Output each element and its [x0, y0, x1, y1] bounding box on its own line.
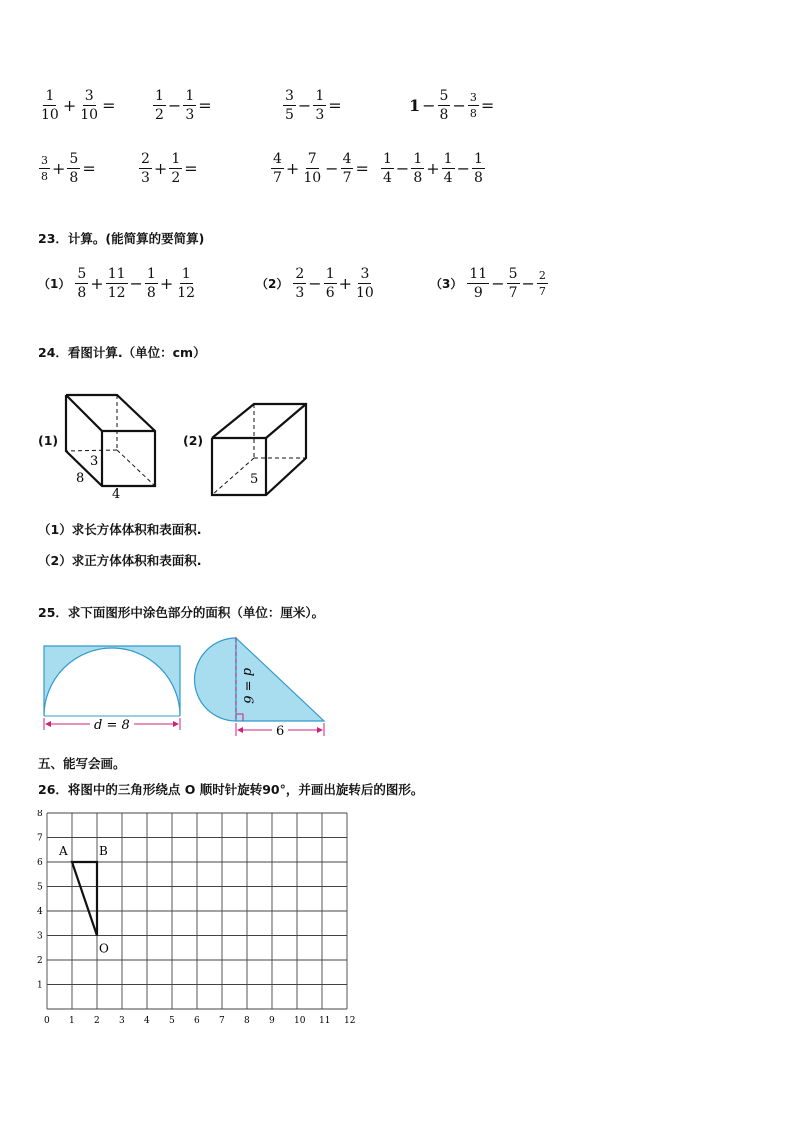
y-tick-label: 1: [37, 980, 43, 991]
numerator: 1: [155, 88, 164, 104]
q23-title: 23．计算。(能简算的要简算): [38, 231, 205, 246]
item-number: （1）: [38, 277, 71, 291]
x-tick-label: 8: [244, 1016, 250, 1026]
fraction: [145, 266, 158, 301]
fraction: [183, 88, 196, 123]
point-O-label: O: [99, 941, 109, 956]
denominator: 3: [141, 170, 150, 186]
operator: −: [456, 159, 470, 178]
d8-label: d = 8: [94, 718, 130, 733]
base6-label: 6: [276, 724, 285, 739]
operator: +: [426, 159, 440, 178]
fraction: [468, 91, 479, 120]
y-tick-label: 6: [37, 858, 43, 868]
numerator: 5: [508, 266, 518, 282]
section5-title: 五、能写会画。: [38, 756, 126, 771]
y-tick-label: 3: [37, 931, 43, 942]
x-tick-label: 9: [269, 1016, 275, 1026]
fraction: [472, 151, 485, 186]
operator: =: [480, 96, 495, 115]
denominator: 3: [315, 107, 325, 123]
operator: −: [491, 274, 505, 293]
numerator: 5: [439, 88, 449, 104]
numerator: 7: [307, 151, 317, 167]
fraction: [301, 151, 323, 186]
fraction: [341, 151, 354, 186]
denominator: 4: [443, 170, 453, 186]
q24-fig1-label: (1): [38, 433, 59, 448]
row2-expr-1: [38, 151, 97, 186]
triangle-ABO: [72, 862, 97, 936]
y-tick-label: 7: [37, 833, 43, 844]
denominator: 8: [146, 285, 156, 301]
numerator: 3: [360, 266, 370, 282]
x-tick-label: 0: [44, 1016, 50, 1026]
operator: =: [102, 96, 116, 115]
fraction: [324, 266, 337, 301]
numerator: 5: [77, 266, 87, 282]
row1-expr-4: [408, 88, 495, 123]
denominator: 9: [473, 285, 483, 301]
denominator: 2: [155, 107, 164, 123]
fraction: [169, 151, 182, 186]
numerator: 11: [469, 266, 488, 282]
operator: +: [285, 159, 300, 178]
denominator: 6: [325, 285, 335, 301]
operator: +: [159, 274, 174, 293]
denominator: 3: [295, 285, 305, 301]
denominator: 3: [185, 107, 195, 123]
fraction: [75, 266, 88, 301]
numerator: 4: [342, 151, 352, 167]
q23-item-1: [38, 266, 198, 301]
fraction: [67, 151, 80, 186]
numerator: 1: [413, 151, 423, 167]
numerator: 3: [41, 154, 48, 167]
dim-height-label: 3: [90, 454, 99, 469]
denominator: 8: [473, 170, 483, 186]
operator: −: [167, 96, 182, 115]
fraction: [78, 88, 100, 123]
fraction: [507, 266, 520, 301]
operator: −: [325, 159, 339, 178]
numerator: 1: [185, 88, 195, 104]
denominator: 8: [439, 107, 449, 123]
denominator: 7: [342, 170, 352, 186]
point-B-label: B: [99, 844, 108, 858]
operator: −: [308, 274, 322, 293]
integer: 1: [409, 96, 421, 115]
dim-cube-label: 5: [250, 472, 259, 487]
x-tick-label: 3: [119, 1016, 125, 1026]
row1-expr-1: [38, 88, 116, 123]
operator: =: [328, 96, 342, 115]
y-tick-label: 4: [37, 907, 43, 917]
x-tick-label: 11: [319, 1016, 331, 1026]
operator: =: [184, 159, 198, 178]
q25-triangle-semicircle-figure: [190, 632, 330, 740]
operator: +: [338, 274, 353, 293]
fraction: [39, 154, 50, 183]
denominator: 10: [303, 170, 322, 186]
q24-sub1: （1）求长方体体积和表面积.: [38, 522, 202, 537]
operator: +: [153, 159, 168, 178]
denominator: 5: [285, 107, 294, 123]
dim-width-label: 4: [112, 487, 121, 500]
operator: +: [52, 159, 66, 178]
numerator: 1: [383, 151, 392, 167]
point-A-label: A: [59, 844, 68, 858]
fraction: [139, 151, 152, 186]
q24-fig2-label: (2): [183, 433, 204, 448]
fraction: [153, 88, 166, 123]
numerator: 1: [443, 151, 453, 167]
fraction: [39, 88, 61, 123]
numerator: 1: [171, 151, 181, 167]
fraction: [313, 88, 326, 123]
row2-expr-2: [138, 151, 199, 186]
x-tick-label: 7: [219, 1016, 225, 1026]
fraction: [175, 266, 197, 301]
fraction: [381, 151, 394, 186]
denominator: 8: [69, 170, 79, 186]
y-tick-label: 5: [37, 882, 43, 893]
numerator: 3: [469, 91, 477, 104]
x-tick-label: 12: [344, 1016, 356, 1026]
x-tick-label: 10: [294, 1016, 306, 1026]
fraction: [293, 266, 306, 301]
denominator: 10: [356, 285, 374, 301]
q23-item-2: [256, 266, 377, 301]
denominator: 8: [413, 170, 423, 186]
numerator: 1: [181, 266, 191, 282]
numerator: 1: [45, 88, 55, 104]
denominator: 2: [171, 170, 181, 186]
cuboid-figure: [58, 388, 162, 500]
y-tick-label: 2: [37, 956, 43, 966]
q24-sub2: （2）求正方体体积和表面积.: [38, 553, 202, 568]
x-tick-label: 6: [194, 1016, 200, 1026]
denominator: 8: [469, 107, 477, 120]
item-number: （3）: [430, 277, 463, 291]
operator: =: [82, 159, 96, 178]
operator: +: [90, 274, 104, 293]
rotation-grid: [34, 810, 364, 1030]
fraction: [442, 151, 455, 186]
numerator: 2: [141, 151, 150, 167]
operator: =: [198, 96, 212, 115]
fraction: [283, 88, 296, 123]
numerator: 2: [538, 269, 546, 282]
x-tick-label: 4: [144, 1016, 150, 1026]
x-tick-label: 2: [94, 1016, 100, 1026]
numerator: 2: [295, 266, 305, 282]
q25-title: 25．求下面图形中涂色部分的面积（单位：厘米）。: [38, 605, 325, 620]
y-tick-label: 8: [37, 810, 43, 819]
numerator: 1: [473, 151, 483, 167]
fraction: [467, 266, 489, 301]
x-tick-label: 1: [69, 1016, 75, 1026]
operator: −: [129, 274, 143, 293]
dim-depth-label: 8: [76, 471, 85, 486]
operator: =: [355, 159, 369, 178]
row1-expr-2: [152, 88, 213, 123]
numerator: 1: [146, 266, 156, 282]
q23-item-3: [430, 266, 549, 301]
numerator: 1: [325, 266, 335, 282]
row2-expr-4: [380, 151, 486, 186]
d6-label: d = 6: [240, 668, 255, 704]
fraction: [537, 269, 548, 298]
denominator: 7: [538, 285, 546, 298]
denominator: 12: [107, 285, 126, 301]
q26-title: 26．将图中的三角形绕点 O 顺时针旋转90°，并画出旋转后的图形。: [38, 782, 424, 797]
item-number: （2）: [256, 277, 289, 291]
operator: −: [395, 159, 410, 178]
operator: +: [62, 96, 77, 115]
denominator: 7: [508, 285, 518, 301]
fraction: [106, 266, 128, 301]
numerator: 3: [84, 88, 94, 104]
q24-title: 24．看图计算.（单位：cm）: [38, 345, 206, 360]
numerator: 5: [69, 151, 79, 167]
denominator: 10: [41, 107, 59, 123]
numerator: 4: [273, 151, 282, 167]
cube-figure: [204, 398, 310, 500]
row2-expr-3: [270, 151, 370, 186]
numerator: 1: [315, 88, 325, 104]
numerator: 3: [285, 88, 294, 104]
row1-expr-3: [282, 88, 343, 123]
denominator: 4: [383, 170, 392, 186]
fraction: [411, 151, 424, 186]
numerator: 11: [107, 266, 126, 282]
fraction: [354, 266, 376, 301]
denominator: 12: [177, 285, 196, 301]
fraction: [271, 151, 284, 186]
denominator: 8: [77, 285, 87, 301]
denominator: 7: [273, 170, 282, 186]
operator: −: [297, 96, 312, 115]
operator: −: [422, 96, 436, 115]
operator: −: [452, 96, 466, 115]
fraction: [438, 88, 451, 123]
denominator: 10: [80, 107, 99, 123]
operator: −: [521, 274, 535, 293]
x-tick-label: 5: [169, 1016, 175, 1026]
denominator: 8: [41, 170, 48, 183]
q25-semicircle-figure: [40, 640, 186, 736]
